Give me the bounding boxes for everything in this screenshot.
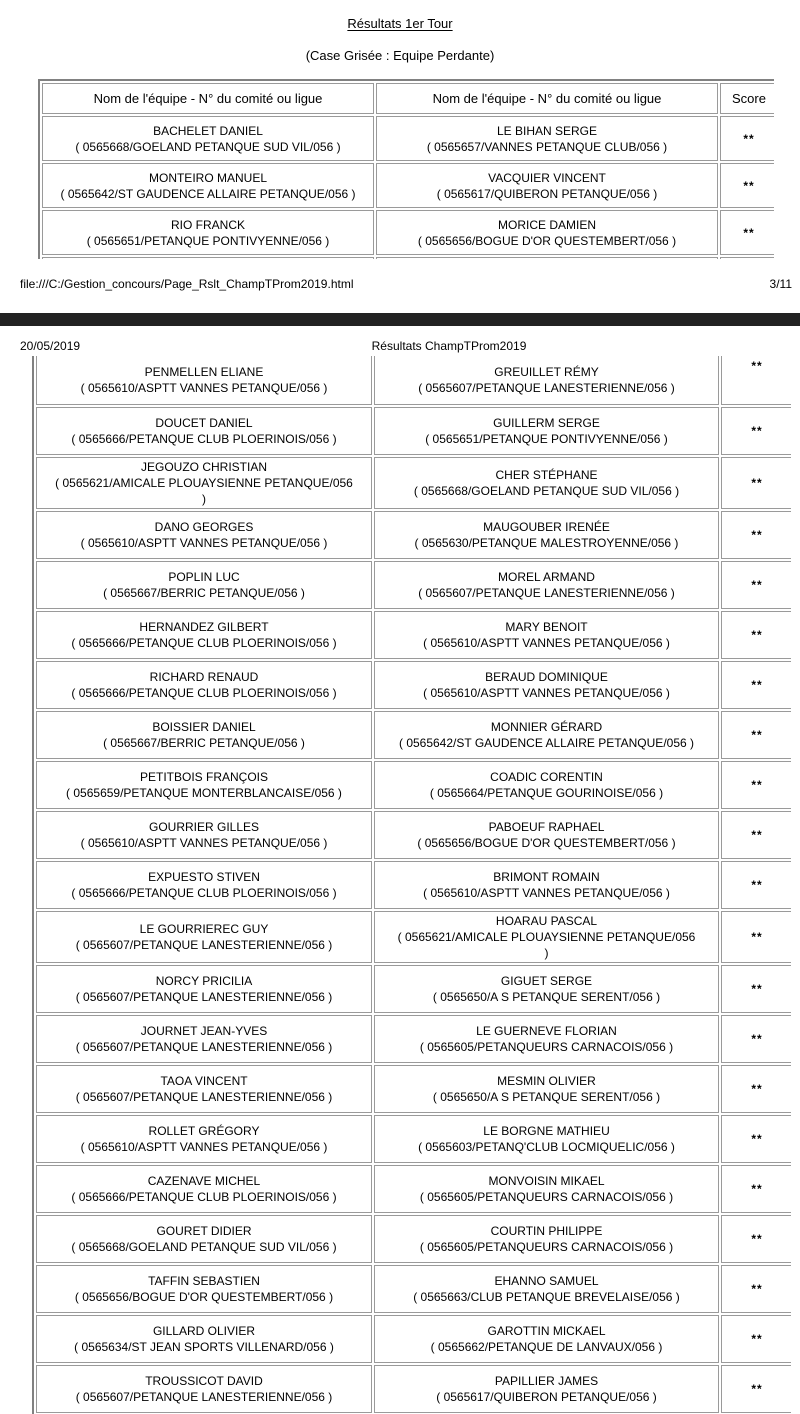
team-cell [36, 1265, 372, 1313]
result-row [36, 457, 791, 509]
team-club: ( 0565610/ASPTT VANNES PETANQUE/056 ) [423, 886, 670, 900]
results-table-clip-region [32, 356, 791, 1414]
score-cell: ** [721, 861, 791, 909]
score-cell: ** [721, 611, 791, 659]
team-name: TAOA VINCENT [160, 1074, 248, 1088]
table-header-row [42, 83, 774, 114]
score-cell: ** [721, 1215, 791, 1263]
result-row [36, 407, 791, 455]
team-cell [36, 761, 372, 809]
score-cell: ** [721, 965, 791, 1013]
team-club: ( 0565621/AMICALE PLOUAYSIENNE PETANQUE/056 ) [55, 476, 353, 506]
team-club: ( 0565610/ASPTT VANNES PETANQUE/056 ) [423, 686, 670, 700]
team-club: ( 0565610/ASPTT VANNES PETANQUE/056 ) [80, 381, 328, 395]
team-club: ( 0565610/ASPTT VANNES PETANQUE/056 ) [80, 836, 328, 850]
team-club: ( 0565668/GOELAND PETANQUE SUD VIL/056 ) [71, 1240, 337, 1254]
team-club: ( 0565666/PETANQUE CLUB PLOERINOIS/056 ) [71, 432, 337, 446]
team-club: ( 0565630/PETANQUE MALESTROYENNE/056 ) [414, 536, 679, 550]
team-club: ( 0565607/PETANQUE LANESTERIENNE/056 ) [75, 1040, 333, 1054]
team-cell [376, 210, 718, 255]
team-name: EXPUESTO STIVEN [148, 870, 260, 884]
team-club: ( 0565610/ASPTT VANNES PETANQUE/056 ) [80, 1140, 328, 1154]
team-cell [374, 511, 719, 559]
result-row [36, 1115, 791, 1163]
printed-page-3 [0, 0, 800, 313]
team-cell [374, 1365, 719, 1413]
result-row [36, 861, 791, 909]
team-cell [374, 965, 719, 1013]
result-row [36, 661, 791, 709]
score-cell: ** [721, 1165, 791, 1213]
team-name: POPLIN LUC [168, 570, 240, 584]
team-name: LE BORGNE MATHIEU [483, 1124, 610, 1138]
team-club: ( 0565666/PETANQUE CLUB PLOERINOIS/056 ) [71, 1190, 337, 1204]
result-row [36, 965, 791, 1013]
team-club: ( 0565607/PETANQUE LANESTERIENNE/056 ) [75, 990, 333, 1004]
team-name: MONNIER GÉRARD [490, 720, 603, 734]
team-cell [36, 1165, 372, 1213]
team-cell [374, 611, 719, 659]
score-cell: ** [720, 163, 774, 208]
team-club: ( 0565650/A S PETANQUE SERENT/056 ) [432, 990, 661, 1004]
score-cell: ** [721, 457, 791, 509]
column-header-score: Score [720, 83, 774, 114]
team-name: MONVOISIN MIKAEL [488, 1174, 605, 1188]
team-name: GILLARD OLIVIER [152, 1324, 256, 1338]
team-name: NORCY PRICILIA [155, 974, 253, 988]
team-club: ( 0565656/BOGUE D'OR QUESTEMBERT/056 ) [74, 1290, 334, 1304]
result-row [36, 711, 791, 759]
team-club: ( 0565666/PETANQUE CLUB PLOERINOIS/056 ) [71, 886, 337, 900]
result-row [36, 561, 791, 609]
result-row [36, 1065, 791, 1113]
team-club: ( 0565668/GOELAND PETANQUE SUD VIL/056 ) [75, 139, 341, 154]
score-cell: ** [721, 811, 791, 859]
team-name: GUILLERM SERGE [493, 416, 600, 430]
team-cell [374, 561, 719, 609]
team-name: JOURNET JEAN-YVES [140, 1024, 268, 1038]
score-cell: ** [721, 1365, 791, 1413]
result-row [36, 911, 791, 963]
team-club: ( 0565610/ASPTT VANNES PETANQUE/056 ) [80, 536, 328, 550]
team-club: ( 0565605/PETANQUEURS CARNACOIS/056 ) [419, 1240, 674, 1254]
team-club: ( 0565642/ST GAUDENCE ALLAIRE PETANQUE/056 ) [398, 736, 694, 750]
score-cell: ** [721, 407, 791, 455]
team-club: ( 0565664/PETANQUE GOURINOISE/056 ) [429, 786, 664, 800]
team-cell [36, 1215, 372, 1263]
team-name: BACHELET DANIEL [153, 123, 263, 138]
team-name: DOUCET DANIEL [155, 416, 253, 430]
team-name: DANO GEORGES [154, 520, 254, 534]
team-name: MARY BENOIT [505, 620, 588, 634]
team-club: ( 0565659/PETANQUE MONTERBLANCAISE/056 ) [66, 786, 342, 800]
page-break-divider [0, 313, 800, 326]
footer-page-number: 3/11 [769, 277, 792, 291]
result-row [42, 116, 774, 161]
team-cell [36, 661, 372, 709]
team-name: PABOEUF RAPHAEL [488, 820, 605, 834]
results-table-page-3 [38, 79, 774, 259]
team-cell [36, 356, 372, 405]
team-name: HERNANDEZ GILBERT [139, 620, 269, 634]
team-cell [374, 1065, 719, 1113]
score-cell: ** [720, 116, 774, 161]
result-row [36, 1315, 791, 1363]
team-name: LE BIHAN SERGE [496, 123, 598, 138]
team-cell [376, 116, 718, 161]
team-name: MORICE DAMIEN [497, 217, 596, 232]
team-cell [36, 1315, 372, 1363]
result-row [36, 356, 791, 405]
score-cell: ** [721, 661, 791, 709]
score-cell: ** [721, 1015, 791, 1063]
result-row [36, 1215, 791, 1263]
team-cell [374, 1315, 719, 1363]
team-name: GOURET DIDIER [156, 1224, 252, 1238]
team-cell [36, 1065, 372, 1113]
result-row [42, 163, 774, 208]
score-cell: ** [721, 511, 791, 559]
result-row [36, 761, 791, 809]
team-club: ( 0565662/PETANQUE DE LANVAUX/056 ) [430, 1340, 663, 1354]
team-name: BRIMONT ROMAIN [493, 870, 600, 884]
team-cell [374, 1115, 719, 1163]
team-cell [374, 407, 719, 455]
team-club: ( 0565610/ASPTT VANNES PETANQUE/056 ) [423, 636, 670, 650]
print-footer [20, 277, 792, 291]
team-club: ( 0565668/GOELAND PETANQUE SUD VIL/056 ) [413, 484, 680, 498]
team-club: ( 0565607/PETANQUE LANESTERIENNE/056 ) [75, 1090, 333, 1104]
team-name: MESMIN OLIVIER [497, 1074, 596, 1088]
results-table-clip-region [38, 79, 774, 259]
team-name: LE GOURRIEREC GUY [139, 922, 269, 936]
team-cell [374, 911, 719, 963]
team-club: ( 0565663/CLUB PETANQUE BREVELAISE/056 ) [413, 1290, 680, 1304]
score-cell: ** [721, 761, 791, 809]
team-name: MONTEIRO MANUEL [148, 170, 267, 185]
team-name: RIO FRANCK [170, 217, 245, 232]
team-name: BOISSIER DANIEL [152, 720, 256, 734]
print-header-title: Résultats ChampTProm2019 [371, 339, 527, 353]
score-cell: ** [721, 1265, 791, 1313]
team-name: CHER STÉPHANE [495, 468, 598, 482]
team-name: ROLLET GRÉGORY [148, 1124, 260, 1138]
team-name: BERAUD DOMINIQUE [485, 670, 608, 684]
team-name: GAROTTIN MICKAEL [487, 1324, 606, 1338]
result-row [42, 210, 774, 255]
results-table-page-4 [32, 356, 791, 1414]
team-club: ( 0565666/PETANQUE CLUB PLOERINOIS/056 ) [71, 636, 337, 650]
team-cell [36, 561, 372, 609]
team-name: TAFFIN SEBASTIEN [148, 1274, 260, 1288]
printed-page-4 [0, 326, 800, 1414]
result-row [36, 811, 791, 859]
score-cell: ** [720, 210, 774, 255]
team-cell [374, 711, 719, 759]
team-cell [376, 163, 718, 208]
print-header [0, 326, 800, 356]
team-club: ( 0565642/ST GAUDENCE ALLAIRE PETANQUE/056 ) [60, 186, 356, 201]
team-cell [374, 1015, 719, 1063]
team-club: ( 0565607/PETANQUE LANESTERIENNE/056 ) [75, 1390, 333, 1404]
team-club: ( 0565651/PETANQUE PONTIVYENNE/056 ) [86, 233, 330, 248]
team-name: EHANNO SAMUEL [494, 1274, 599, 1288]
clipped-row-container [42, 257, 774, 259]
team-club: ( 0565607/PETANQUE LANESTERIENNE/056 ) [418, 586, 675, 600]
team-club: ( 0565605/PETANQUEURS CARNACOIS/056 ) [419, 1190, 674, 1204]
team-cell [374, 1165, 719, 1213]
result-row [36, 611, 791, 659]
result-row [36, 1365, 791, 1413]
score-cell: ** [721, 711, 791, 759]
page-subtitle: (Case Grisée : Equipe Perdante) [305, 48, 495, 63]
team-club: ( 0565617/QUIBERON PETANQUE/056 ) [436, 186, 658, 201]
team-cell [374, 1265, 719, 1313]
score-cell [720, 257, 774, 259]
score-cell: ** [721, 356, 791, 405]
team-name: RICHARD RENAUD [149, 670, 259, 684]
team-name: MAUGOUBER IRENÉE [483, 520, 610, 534]
team-club: ( 0565603/PETANQ'CLUB LOCMIQUELIC/056 ) [418, 1140, 675, 1154]
team-name: COADIC CORENTIN [490, 770, 603, 784]
team-name: GREUILLET RÉMY [494, 365, 599, 379]
team-cell [42, 257, 374, 259]
team-name: PETITBOIS FRANÇOIS [139, 770, 268, 784]
team-club: ( 0565607/PETANQUE LANESTERIENNE/056 ) [418, 381, 675, 395]
team-cell [36, 911, 372, 963]
team-name: MOREL ARMAND [498, 570, 595, 584]
team-club: ( 0565667/BERRIC PETANQUE/056 ) [103, 736, 305, 750]
team-cell [42, 163, 374, 208]
team-name: LE GUERNEVE FLORIAN [476, 1024, 617, 1038]
score-cell: ** [721, 1115, 791, 1163]
team-cell [36, 1365, 372, 1413]
team-name: COURTIN PHILIPPE [490, 1224, 603, 1238]
result-row [36, 1265, 791, 1313]
team-cell [374, 761, 719, 809]
team-cell [36, 457, 372, 509]
team-cell [374, 356, 719, 405]
team-name: TROUSSICOT DAVID [145, 1374, 263, 1388]
team-club: ( 0565657/VANNES PETANQUE CLUB/056 ) [426, 139, 668, 154]
team-club: ( 0565634/ST JEAN SPORTS VILLENARD/056 ) [74, 1340, 334, 1354]
team-name: HOARAU PASCAL [495, 914, 598, 928]
team-cell [36, 965, 372, 1013]
result-row [36, 1015, 791, 1063]
team-cell [376, 257, 718, 259]
score-cell: ** [721, 1065, 791, 1113]
team-club: ( 0565617/QUIBERON PETANQUE/056 ) [436, 1390, 657, 1404]
team-cell [36, 811, 372, 859]
team-cell [36, 711, 372, 759]
team-cell [374, 661, 719, 709]
score-cell: ** [721, 911, 791, 963]
team-club: ( 0565650/A S PETANQUE SERENT/056 ) [432, 1090, 661, 1104]
team-cell [42, 210, 374, 255]
score-cell: ** [721, 561, 791, 609]
team-club: ( 0565651/PETANQUE PONTIVYENNE/056 ) [425, 432, 668, 446]
team-cell [42, 116, 374, 161]
team-cell [374, 861, 719, 909]
column-header-team-1: Nom de l'équipe - N° du comité ou ligue [42, 83, 374, 114]
team-name: VACQUIER VINCENT [488, 170, 606, 185]
page-title: Résultats 1er Tour [347, 16, 453, 31]
team-club: ( 0565605/PETANQUEURS CARNACOIS/056 ) [419, 1040, 674, 1054]
print-header-date: 20/05/2019 [20, 339, 81, 353]
team-club: ( 0565656/BOGUE D'OR QUESTEMBERT/056 ) [417, 233, 677, 248]
score-cell: ** [721, 1315, 791, 1363]
result-row [36, 1165, 791, 1213]
team-name: PAPILLIER JAMES [494, 1374, 599, 1388]
team-cell [374, 457, 719, 509]
result-row [36, 511, 791, 559]
team-cell [36, 407, 372, 455]
team-club: ( 0565621/AMICALE PLOUAYSIENNE PETANQUE/056 ) [397, 930, 696, 960]
team-cell [36, 511, 372, 559]
team-club: ( 0565666/PETANQUE CLUB PLOERINOIS/056 ) [71, 686, 337, 700]
footer-file-path: file:///C:/Gestion_concours/Page_Rslt_ChampTProm2019.html [20, 277, 354, 291]
team-cell [374, 1215, 719, 1263]
team-name: GIGUET SERGE [500, 974, 593, 988]
team-name: GOURRIER GILLES [148, 820, 260, 834]
team-cell [36, 1015, 372, 1063]
team-cell [36, 861, 372, 909]
column-header-team-2: Nom de l'équipe - N° du comité ou ligue [376, 83, 718, 114]
team-cell [374, 811, 719, 859]
team-name: CAZENAVE MICHEL [147, 1174, 261, 1188]
team-club: ( 0565607/PETANQUE LANESTERIENNE/056 ) [75, 938, 333, 952]
team-club: ( 0565656/BOGUE D'OR QUESTEMBERT/056 ) [417, 836, 676, 850]
team-club: ( 0565667/BERRIC PETANQUE/056 ) [103, 586, 305, 600]
clipped-partial-row [42, 257, 774, 259]
team-cell [36, 1115, 372, 1163]
team-name: PENMELLEN ELIANE [144, 365, 264, 379]
team-name: JEGOUZO CHRISTIAN [140, 460, 267, 474]
team-cell [36, 611, 372, 659]
